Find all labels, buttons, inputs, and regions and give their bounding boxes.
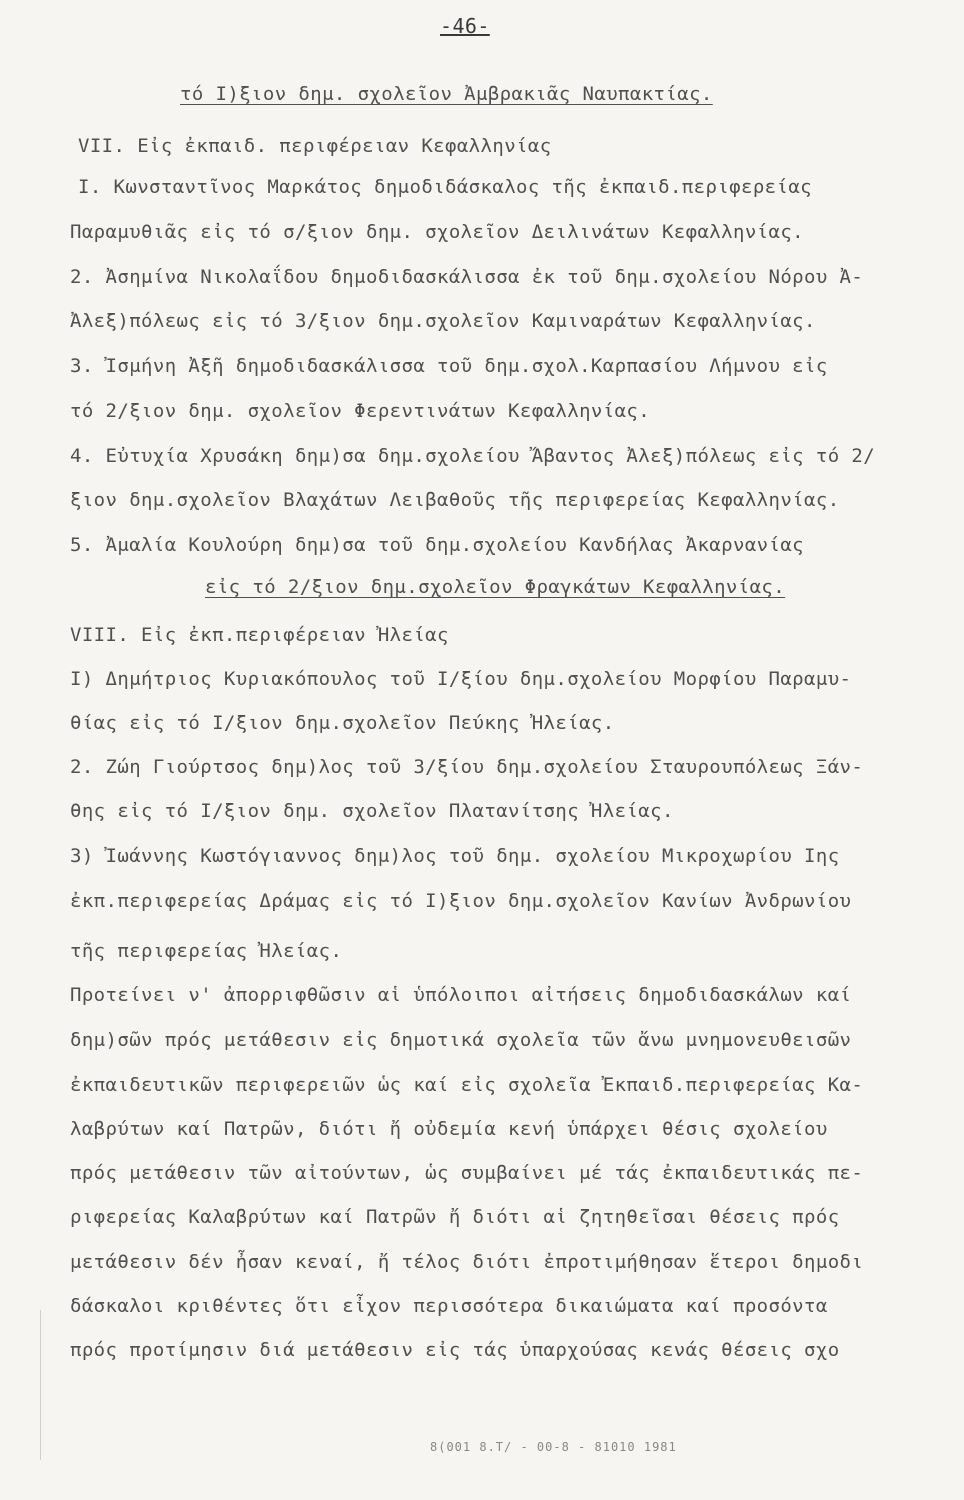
text-line: ξιον δημ.σχολεῖον Βλαχάτων Λειβαθοῦς τῆς περιφερείας Κεφαλληνίας. [70,489,840,511]
text-line: 3) Ἰωάννης Κωστόγιαννος δημ)λος τοῦ δημ. σχολείου Μικροχωρίου Ιης [70,845,840,867]
text-line: Ι. Κωνσταντῖνος Μαρκάτος δημοδιδάσκαλος τῆς ἐκπαιδ.περιφερείας [78,176,813,198]
text-line: τό 2/ξιον δημ. σχολεῖον Φερεντινάτων Κεφαλληνίας. [70,400,651,422]
text-line: πρός μετάθεσιν τῶν αἰτούντων, ὡς συμβαίνει μέ τάς ἐκπαιδευτικάς πε- [70,1162,864,1184]
text-line: Ι) Δημήτριος Κυριακόπουλος τοῦ Ι/ξίου δημ.σχολείου Μορφίου Παραμυ- [70,668,852,690]
section-heading: εἰς τό 2/ξιον δημ.σχολεῖον Φραγκάτων Κεφαλληνίας. [205,576,786,598]
text-line: 4. Εὐτυχία Χρυσάκη δημ)σα δημ.σχολείου Ἄβαντος Ἀλεξ)πόλεως εἰς τό 2/ [70,445,876,467]
text-line: 2. Ἀσημίνα Νικολαΐδου δημοδιδασκάλισσα ἐκ τοῦ δημ.σχολείου Νόρου Ἀ- [70,266,864,288]
text-line: μετάθεσιν δέν ἦσαν κεναί, ἤ τέλος διότι ἐπροτιμήθησαν ἕτεροι δημοδι [70,1251,864,1273]
page-number: -46- [440,14,490,38]
text-line: ἐκπ.περιφερείας Δράμας εἰς τό Ι)ξιον δημ.σχολεῖον Κανίων Ἀνδρωνίου [70,890,852,912]
text-line: VIII. Εἰς ἐκπ.περιφέρειαν Ἠλείας [70,624,449,646]
text-line: θης εἰς τό Ι/ξιον δημ. σχολεῖον Πλατανίτσης Ἠλείας. [70,800,674,822]
text-line: 3. Ἰσμήνη Ἀξῆ δημοδιδασκάλισσα τοῦ δημ.σχολ.Καρπασίου Λήμνου εἰς [70,355,828,377]
text-line: ἐκπαιδευτικῶν περιφερειῶν ὡς καί εἰς σχολεῖα Ἐκπαιδ.περιφερείας Κα- [70,1074,864,1096]
text-line: θίας εἰς τό Ι/ξιον δημ.σχολεῖον Πεύκης Ἠλείας. [70,712,615,734]
footer-print-code: 8(001 8.T/ - 00-8 - 81010 1981 [430,1440,677,1454]
text-line: δημ)σῶν πρός μετάθεσιν εἰς δημοτικά σχολεῖα τῶν ἄνω μνημονευθεισῶν [70,1029,852,1051]
text-line: δάσκαλοι κριθέντες ὅτι εἶχον περισσότερα δικαιώματα καί προσόντα [70,1295,828,1317]
text-line: ριφερείας Καλαβρύτων καί Πατρῶν ἤ διότι αἱ ζητηθεῖσαι θέσεις πρός [70,1206,840,1228]
text-line: Ἀλεξ)πόλεως εἰς τό 3/ξιον δημ.σχολεῖον Καμιναράτων Κεφαλληνίας. [70,310,816,332]
text-line: 5. Ἀμαλία Κουλούρη δημ)σα τοῦ δημ.σχολείου Κανδήλας Ἀκαρνανίας [70,534,805,556]
text-line: Παραμυθιᾶς εἰς τό σ/ξιον δημ. σχολεῖον Δειλινάτων Κεφαλληνίας. [70,221,805,243]
text-line: Προτείνει ν' ἀπορριφθῶσιν αἱ ὑπόλοιποι αἰτήσεις δημοδιδασκάλων καί [70,984,852,1006]
text-line: 2. Ζώη Γιούρτσος δημ)λος τοῦ 3/ξίου δημ.σχολείου Σταυρουπόλεως Ξάν- [70,756,864,778]
archive-stamp [40,1310,65,1460]
text-line: τῆς περιφερείας Ἠλείας. [70,940,343,962]
text-line: πρός προτίμησιν διά μετάθεσιν εἰς τάς ὑπαρχούσας κενάς θέσεις σχο [70,1339,840,1361]
section-heading: τό Ι)ξιον δημ. σχολεῖον Ἀμβρακιᾶς Ναυπακτίας. [180,83,713,105]
text-line: VII. Εἰς ἐκπαιδ. περιφέρειαν Κεφαλληνίας [78,135,552,157]
text-line: λαβρύτων καί Πατρῶν, διότι ἤ οὐδεμία κενή ὑπάρχει θέσις σχολείου [70,1118,828,1140]
